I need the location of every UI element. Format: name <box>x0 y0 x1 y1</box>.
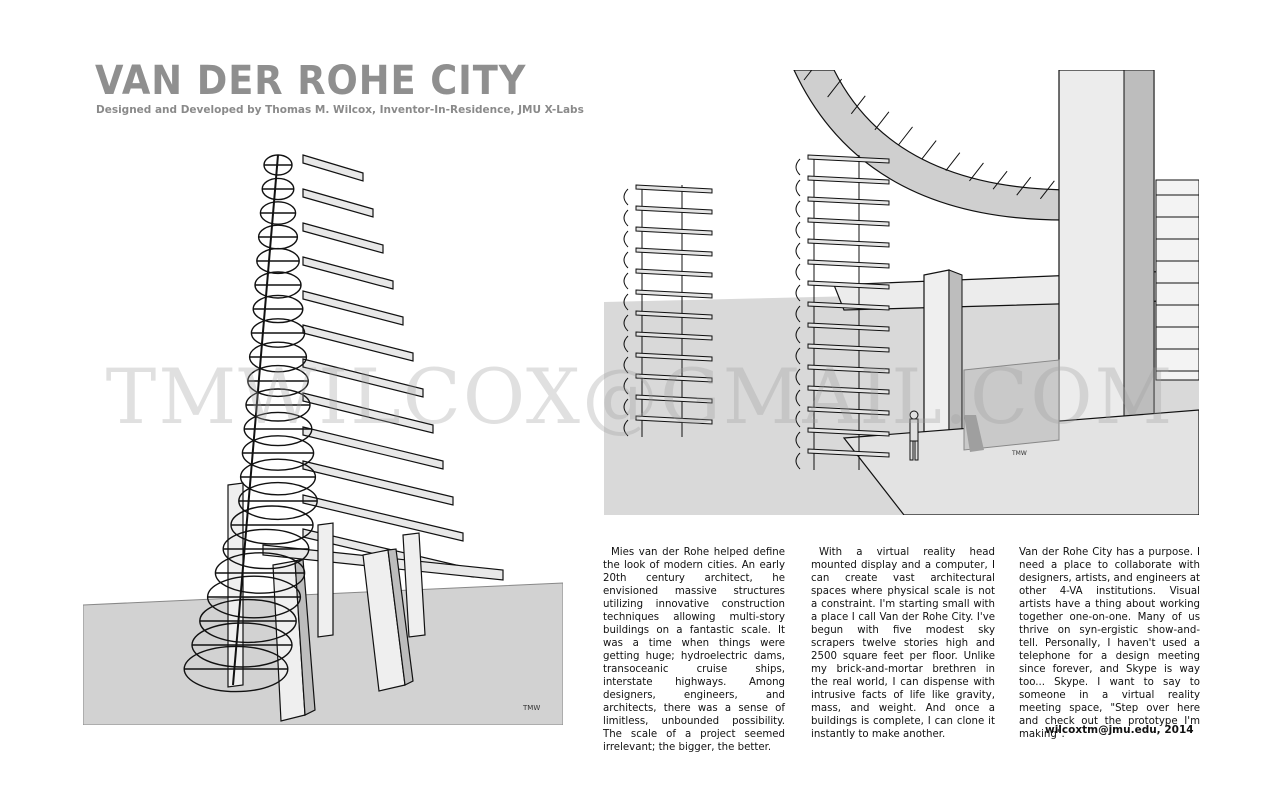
svg-text:TMW: TMW <box>523 704 541 712</box>
tower-illustration <box>83 125 563 725</box>
svg-text:TMW: TMW <box>1012 450 1027 457</box>
article-paragraph-1: Mies van der Rohe helped define the look of modern cities. An early 20th century architect, he envisioned massive structures utilizing innovative construction techniques allowing multi-story buildings on a fantastic scale. It was a time when things were getting huge; hydroelectric dams, transoceanic cruise ships, interstate highways. Among designers, engineers, and architects, there was a sense of limitless, unbounded possibility. The scale of a project seemed irrelevant; the bigger, the better. <box>603 547 785 753</box>
city-interior-illustration <box>604 70 1199 515</box>
page-subtitle: Designed and Developed by Thomas M. Wilcox, Inventor-In-Residence, JMU X-Labs <box>96 104 584 116</box>
article-paragraph-3: Van der Rohe City has a purpose. I need a place to collaborate with designers, artists, and engineers at other 4-VA institutions. Visual artists have a thing about working together one-on-one. Many of us thrive on syn-ergistic show-and-tell. Personally, I haven't used a telephone for a design meeting since forever, and Skype is way too... Skype. I want to say to someone in a virtual reality meeting space, "Step over here and check out the prototype I'm making". <box>1019 547 1200 740</box>
article-paragraph-2: With a virtual reality head mounted display and a computer, I can create vast architectural spaces where physical scale is not a constraint. I'm starting small with a place I call Van der Rohe City. I've begun with five modest sky scrapers twelve stories high and 2500 square feet per floor. Unlike my brick-and-mortar brethren in the real world, I can dispense with intrusive facts of life like gravity, mass, and weight. And once a buildings is complete, I can clone it instantly to make another. <box>811 547 995 740</box>
author-signature: wilcoxtm@jmu.edu, 2014 <box>1045 724 1194 736</box>
watermark: TMWILCOX@GMAIL.COM <box>105 352 1175 441</box>
page-title: VAN DER ROHE CITY <box>95 58 527 104</box>
